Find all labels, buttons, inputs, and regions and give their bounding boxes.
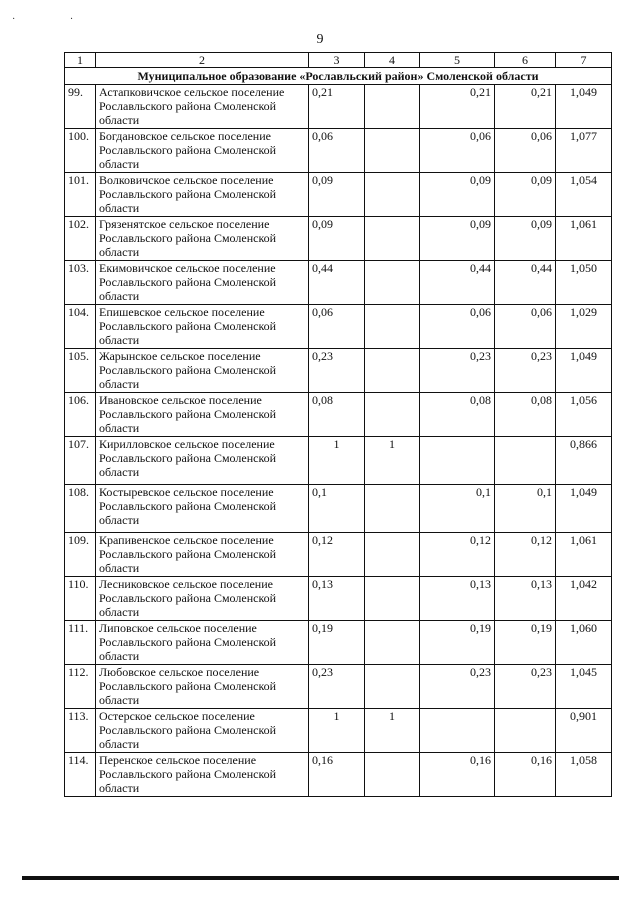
value-col-6 <box>495 709 556 753</box>
table-row <box>65 709 612 753</box>
value-col-7: 1,045 <box>556 665 612 709</box>
col-header-4: 4 <box>365 53 420 68</box>
value-col-4 <box>365 261 420 305</box>
value-col-4: 1 <box>365 709 420 753</box>
value-col-3: 0,06 <box>309 305 365 349</box>
value-col-5: 0,09 <box>420 173 495 217</box>
value-col-4: 1 <box>365 437 420 485</box>
table-row <box>65 173 612 217</box>
table-row <box>65 485 612 533</box>
row-number: 112. <box>65 665 96 709</box>
value-col-6: 0,12 <box>495 533 556 577</box>
table-row <box>65 393 612 437</box>
value-col-4 <box>365 217 420 261</box>
table-row <box>65 85 612 129</box>
value-col-3: 1 <box>309 437 365 485</box>
value-col-4 <box>365 129 420 173</box>
value-col-3: 0,09 <box>309 217 365 261</box>
settlement-name: Остерское сельское поселение Рославльского района Смоленской области <box>96 709 309 753</box>
value-col-3: 0,23 <box>309 349 365 393</box>
row-number: 100. <box>65 129 96 173</box>
settlement-name: Перенское сельское поселение Рославльского района Смоленской области <box>96 753 309 797</box>
settlement-name: Астапковичское сельское поселение Рославльского района Смоленской области <box>96 85 309 129</box>
settlement-name: Липовское сельское поселение Рославльского района Смоленской области <box>96 621 309 665</box>
value-col-5: 0,12 <box>420 533 495 577</box>
value-col-6: 0,1 <box>495 485 556 533</box>
settlement-name: Епишевское сельское поселение Рославльского района Смоленской области <box>96 305 309 349</box>
value-col-4 <box>365 393 420 437</box>
value-col-4 <box>365 533 420 577</box>
value-col-5: 0,06 <box>420 129 495 173</box>
col-header-5: 5 <box>420 53 495 68</box>
row-number: 107. <box>65 437 96 485</box>
value-col-5: 0,1 <box>420 485 495 533</box>
value-col-5: 0,06 <box>420 305 495 349</box>
value-col-6: 0,23 <box>495 349 556 393</box>
value-col-6: 0,44 <box>495 261 556 305</box>
value-col-7: 1,061 <box>556 217 612 261</box>
value-col-3: 0,16 <box>309 753 365 797</box>
value-col-7: 1,049 <box>556 349 612 393</box>
col-header-7: 7 <box>556 53 612 68</box>
settlement-name: Ивановское сельское поселение Рославльского района Смоленской области <box>96 393 309 437</box>
value-col-3: 0,21 <box>309 85 365 129</box>
settlement-name: Волковичское сельское поселение Рославльского района Смоленской области <box>96 173 309 217</box>
table-row <box>65 261 612 305</box>
value-col-5 <box>420 709 495 753</box>
value-col-6 <box>495 437 556 485</box>
value-col-3: 0,13 <box>309 577 365 621</box>
row-number: 106. <box>65 393 96 437</box>
value-col-5: 0,23 <box>420 665 495 709</box>
value-col-6: 0,13 <box>495 577 556 621</box>
section-title: Муниципальное образование «Рославльский район» Смоленской области <box>65 68 612 85</box>
table-row <box>65 533 612 577</box>
table-row <box>65 349 612 393</box>
col-header-1: 1 <box>65 53 96 68</box>
settlement-name: Крапивенское сельское поселение Рославльского района Смоленской области <box>96 533 309 577</box>
section-row <box>65 68 612 85</box>
value-col-4 <box>365 305 420 349</box>
row-number: 111. <box>65 621 96 665</box>
value-col-5: 0,23 <box>420 349 495 393</box>
settlement-name: Екимовичское сельское поселение Рославльского района Смоленской области <box>96 261 309 305</box>
value-col-3: 0,09 <box>309 173 365 217</box>
settlement-name: Любовское сельское поселение Рославльского района Смоленской области <box>96 665 309 709</box>
row-number: 114. <box>65 753 96 797</box>
row-number: 101. <box>65 173 96 217</box>
bottom-rule <box>22 876 619 880</box>
value-col-4 <box>365 577 420 621</box>
table-row <box>65 577 612 621</box>
value-col-6: 0,16 <box>495 753 556 797</box>
value-col-5: 0,13 <box>420 577 495 621</box>
settlement-name: Богдановское сельское поселение Рославльского района Смоленской области <box>96 129 309 173</box>
value-col-5 <box>420 437 495 485</box>
value-col-4 <box>365 621 420 665</box>
value-col-7: 1,060 <box>556 621 612 665</box>
row-number: 99. <box>65 85 96 129</box>
value-col-7: 1,042 <box>556 577 612 621</box>
value-col-4 <box>365 349 420 393</box>
row-number: 108. <box>65 485 96 533</box>
value-col-4 <box>365 665 420 709</box>
header-row <box>65 53 612 68</box>
value-col-7: 1,056 <box>556 393 612 437</box>
table-row <box>65 129 612 173</box>
value-col-5: 0,08 <box>420 393 495 437</box>
table-row <box>65 217 612 261</box>
value-col-7: 0,901 <box>556 709 612 753</box>
value-col-7: 1,058 <box>556 753 612 797</box>
row-number: 103. <box>65 261 96 305</box>
row-number: 113. <box>65 709 96 753</box>
value-col-6: 0,08 <box>495 393 556 437</box>
value-col-3: 0,44 <box>309 261 365 305</box>
row-number: 102. <box>65 217 96 261</box>
value-col-3: 0,06 <box>309 129 365 173</box>
value-col-7: 1,054 <box>556 173 612 217</box>
settlement-name: Кирилловское сельское поселение Рославльского района Смоленской области <box>96 437 309 485</box>
value-col-3: 0,1 <box>309 485 365 533</box>
value-col-4 <box>365 485 420 533</box>
value-col-6: 0,21 <box>495 85 556 129</box>
row-number: 104. <box>65 305 96 349</box>
value-col-7: 1,049 <box>556 85 612 129</box>
value-col-6: 0,06 <box>495 129 556 173</box>
value-col-6: 0,09 <box>495 173 556 217</box>
table-row <box>65 305 612 349</box>
value-col-4 <box>365 753 420 797</box>
value-col-4 <box>365 85 420 129</box>
table-row <box>65 665 612 709</box>
table-row <box>65 621 612 665</box>
row-number: 110. <box>65 577 96 621</box>
row-number: 109. <box>65 533 96 577</box>
settlement-name: Жарынское сельское поселение Рославльского района Смоленской области <box>96 349 309 393</box>
settlement-name: Костыревское сельское поселение Рославльского района Смоленской области <box>96 485 309 533</box>
value-col-5: 0,16 <box>420 753 495 797</box>
data-table <box>64 52 612 797</box>
value-col-7: 0,866 <box>556 437 612 485</box>
value-col-3: 1 <box>309 709 365 753</box>
value-col-4 <box>365 173 420 217</box>
table-row <box>65 753 612 797</box>
value-col-7: 1,050 <box>556 261 612 305</box>
value-col-3: 0,19 <box>309 621 365 665</box>
value-col-3: 0,23 <box>309 665 365 709</box>
value-col-7: 1,077 <box>556 129 612 173</box>
value-col-3: 0,08 <box>309 393 365 437</box>
col-header-6: 6 <box>495 53 556 68</box>
col-header-3: 3 <box>309 53 365 68</box>
value-col-6: 0,23 <box>495 665 556 709</box>
col-header-2: 2 <box>96 53 309 68</box>
settlement-name: Грязенятское сельское поселение Рославльского района Смоленской области <box>96 217 309 261</box>
value-col-3: 0,12 <box>309 533 365 577</box>
value-col-6: 0,09 <box>495 217 556 261</box>
value-col-5: 0,19 <box>420 621 495 665</box>
table-row <box>65 437 612 485</box>
value-col-5: 0,21 <box>420 85 495 129</box>
row-number: 105. <box>65 349 96 393</box>
value-col-5: 0,09 <box>420 217 495 261</box>
scan-dots: · · <box>12 14 100 25</box>
settlement-name: Лесниковское сельское поселение Рославльского района Смоленской области <box>96 577 309 621</box>
value-col-6: 0,19 <box>495 621 556 665</box>
page-number: 9 <box>316 32 324 47</box>
value-col-5: 0,44 <box>420 261 495 305</box>
value-col-7: 1,061 <box>556 533 612 577</box>
value-col-6: 0,06 <box>495 305 556 349</box>
value-col-7: 1,029 <box>556 305 612 349</box>
value-col-7: 1,049 <box>556 485 612 533</box>
